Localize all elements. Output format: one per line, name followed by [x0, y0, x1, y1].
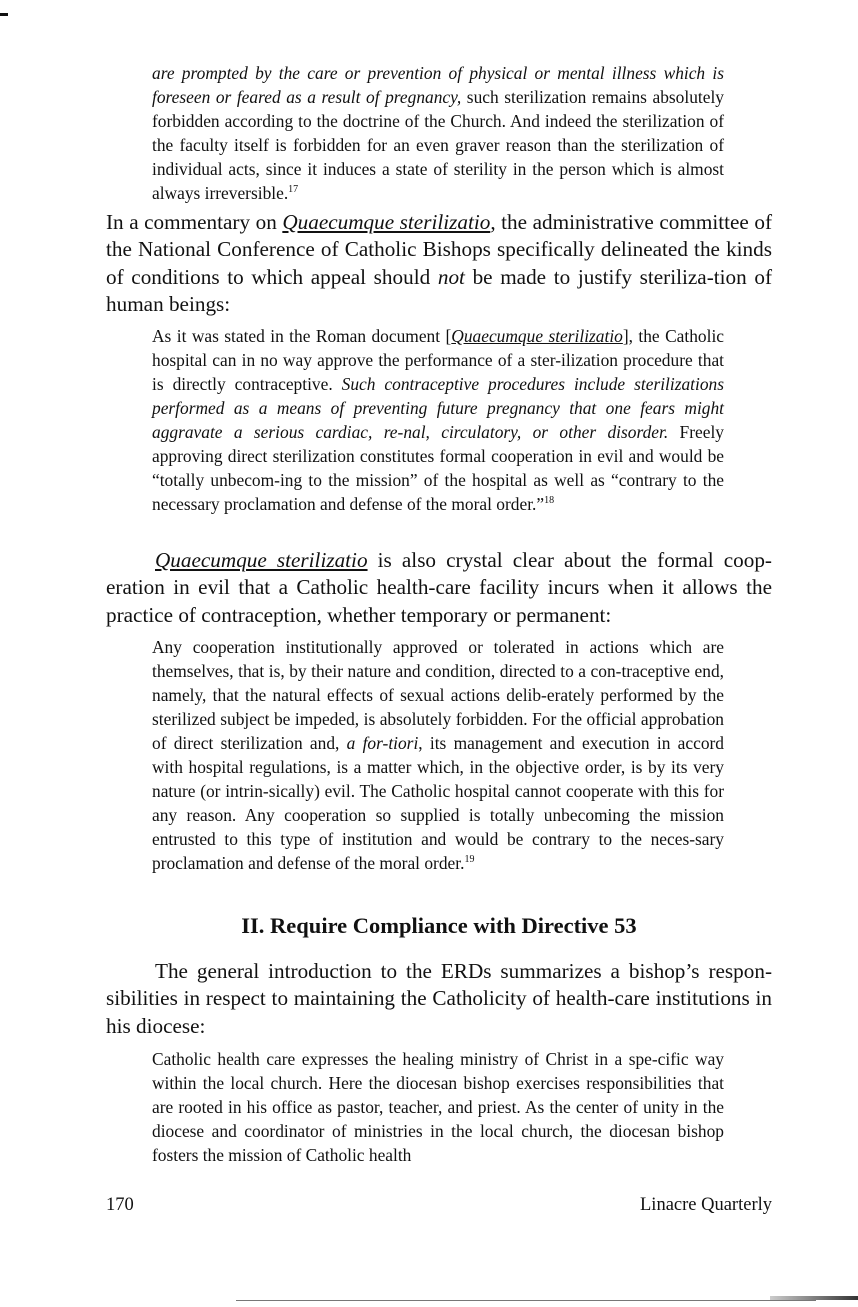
- section-heading: II. Require Compliance with Directive 53: [241, 913, 637, 938]
- block-quote-4: Catholic health care expresses the healing ministry of Christ in a spe-cific way within the local church. Here the diocesan bishop exercises responsibilities that are rooted in his office as pastor, teacher, and priest. As the center of unity in the diocese and coordinator of ministries in the local church, the diocesan bishop fosters the mission of Catholic health: [152, 1049, 724, 1165]
- quote-2-title-italic: Quaecumque sterilizatio: [451, 326, 623, 346]
- scan-edge-mark: [0, 13, 8, 16]
- para-1-title-italic: Quaecumque sterilizatio: [282, 210, 491, 234]
- quote-2-text-a: As it was stated in the Roman document [: [152, 326, 452, 346]
- journal-name: Linacre Quarterly: [640, 1195, 772, 1215]
- para-2-text: is also crystal clear about the formal coop-eration in evil that a Catholic health-care facility incurs when it allows the practice of contraception, whether temporary or permanent:: [106, 548, 772, 627]
- quote-1-italic: are prompted by the care or prevention of physical or mental illness which is foreseen or feared as a result of pregnancy,: [152, 63, 724, 107]
- para-1-text-c: be made to justify steriliza-tion of human beings:: [106, 264, 773, 316]
- paragraph-2: [106, 547, 772, 629]
- quote-2-italic: Such contraceptive procedures include sterilizations performed as a means of preventing future pregnancy that one fears might aggravate a serious cardiac, re-nal, circulatory, or other disorder.: [152, 374, 724, 442]
- paragraph-3: The general introduction to the ERDs summarizes a bishop’s respon-sibilities in respect to maintaining the Catholicity of health-care institutions in his diocese:: [106, 959, 772, 1038]
- block-quote-1: [152, 61, 724, 205]
- page-number: 170: [106, 1195, 134, 1215]
- quote-1-text: such sterilization remains absolutely forbidden according to the doctrine of the Church. And indeed the sterilization of the faculty itself is forbidden for an even graver reason than the sterilization of individual acts, since it induces a state of sterility in the person which is almost always irreversible.: [152, 87, 724, 203]
- para-1-text-a: In a commentary on: [106, 210, 283, 234]
- quote-2-text-b: ], the Catholic hospital can in no way approve the performance of a ster-ilization procedure that is directly contraceptive.: [152, 326, 724, 394]
- paragraph-1: [106, 209, 772, 318]
- para-1-text-b: , the administrative committee of the National Conference of Catholic Bishops specifically delineated the kinds of conditions to which appeal should: [106, 210, 772, 289]
- quote-3-text-b: , its management and execution in accord with hospital regulations, is a matter which, in the objective order, is by its very nature (or intrin-sically) evil. The Catholic hospital cannot cooperate with this for any reason. Any cooperation so supplied is totally unbecoming the mission entrusted to this type of institution and would be contrary to the neces-sary proclamation and defense of the moral order.: [152, 733, 724, 873]
- block-quote-3: [152, 635, 724, 875]
- para-1-emphasis: not: [437, 264, 465, 289]
- quote-3-italic: a for-tiori: [346, 733, 419, 753]
- footnote-ref-19[interactable]: 19: [464, 854, 475, 865]
- quote-2-text-c: Freely approving direct sterilization constitutes formal cooperation in evil and would be “totally unbecom-ing to the mission” of the hospital as well as “contrary to the necessary proclamation and defense of the moral order.”: [152, 422, 724, 514]
- footnote-ref-18[interactable]: 18: [544, 495, 555, 506]
- quote-3-text-a: Any cooperation institutionally approved or tolerated in actions which are themselves, that is, by their nature and condition, directed to a con-traceptive end, namely, that the natural effects of sexual actions delib-erately performed by the sterilized subject be impeded, is absolutely forbidden. For the official approbation of direct sterilization and,: [152, 637, 724, 753]
- block-quote-2: [152, 324, 724, 516]
- scan-bottom-line: [236, 1300, 816, 1301]
- scan-bottom-shadow: [770, 1296, 858, 1300]
- para-2-title-italic: Quaecumque sterilizatio: [155, 548, 368, 572]
- footnote-ref-17[interactable]: 17: [288, 184, 299, 195]
